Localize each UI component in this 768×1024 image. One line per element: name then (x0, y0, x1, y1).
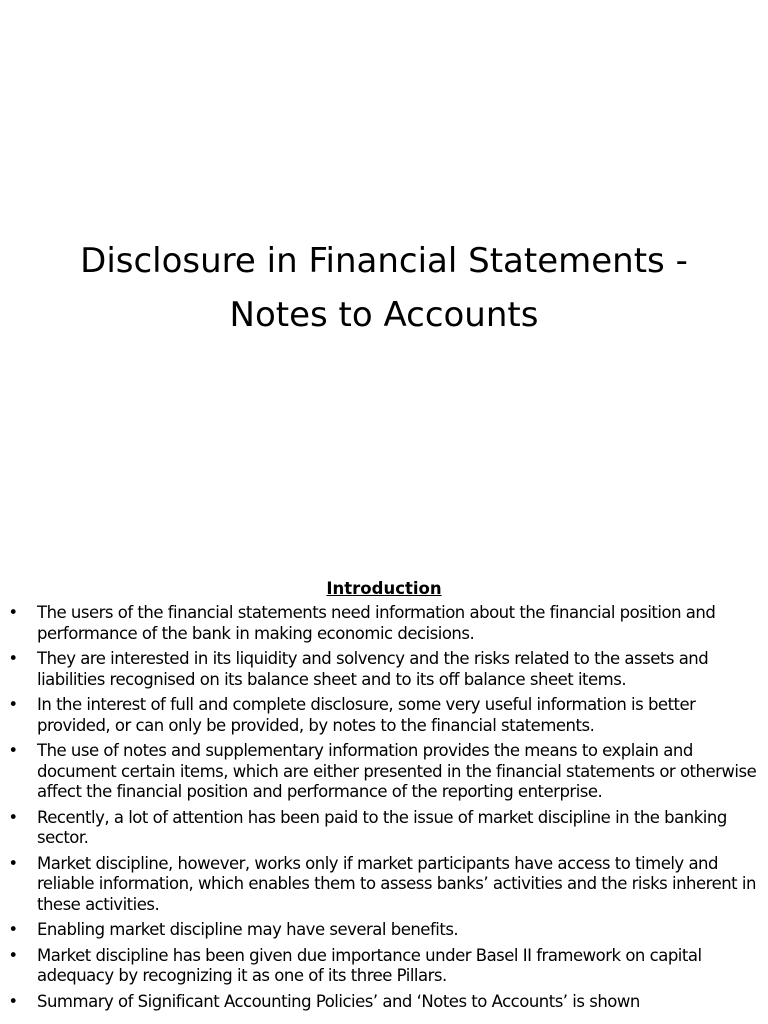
bullet-item (0, 808, 768, 849)
bullet-icon: • (8, 603, 18, 622)
bullet-item (0, 920, 768, 941)
bullet-icon: • (8, 807, 18, 827)
bullet-text: Market discipline has been given due importance under Basel II framework on capital adequacy by recognizing it as one of its three Pillars. (37, 945, 702, 985)
bullet-icon: • (8, 945, 18, 965)
bullet-text: In the interest of full and complete disclosure, some very useful information is better provided, or can only be provided, by notes to the financial statements. (37, 695, 696, 735)
slide-title-line-1: Disclosure in Financial Statements - (80, 241, 688, 281)
bullet-text: The users of the financial statements need information about the financial position and performance of the bank in making economic decisions. (37, 603, 716, 643)
bullet-icon: • (8, 991, 18, 1011)
bullet-text: Market discipline, however, works only if market participants have access to timely and reliable information, which enables them to assess banks’ activities and the risks inherent in these activities. (37, 853, 756, 914)
bullet-text: Recently, a lot of attention has been paid to the issue of market discipline in the banking sector. (37, 807, 727, 847)
bullet-icon: • (8, 649, 18, 668)
bullet-text: Enabling market discipline may have several benefits. (37, 920, 459, 939)
bullet-item (0, 946, 768, 987)
section-heading: Introduction (326, 579, 442, 598)
bullet-text: The use of notes and supplementary information provides the means to explain and document certain items, which are either presented in the financial statements or otherwise affect the financial position and performance of the reporting enterprise. (37, 741, 757, 801)
slide-title-line-2: Notes to Accounts (229, 295, 539, 335)
slide-title (14, 234, 754, 342)
bullet-item (0, 741, 768, 803)
bullet-text: They are interested in its liquidity and solvency and the risks related to the assets and liabilities recognised on its balance sheet and to its off balance sheet items. (37, 649, 709, 689)
bullet-item (0, 603, 768, 644)
bullet-icon: • (8, 741, 18, 760)
bullet-icon: • (8, 695, 18, 714)
content-slide (0, 576, 768, 1024)
bullet-list (0, 603, 768, 1017)
bullet-text: Summary of Significant Accounting Policies’ and ‘Notes to Accounts’ is shown (37, 991, 640, 1011)
bullet-item (0, 992, 768, 1013)
bullet-item (0, 649, 768, 690)
bullet-icon: • (8, 920, 18, 939)
bullet-item (0, 695, 768, 736)
bullet-item (0, 854, 768, 916)
bullet-icon: • (8, 853, 18, 873)
